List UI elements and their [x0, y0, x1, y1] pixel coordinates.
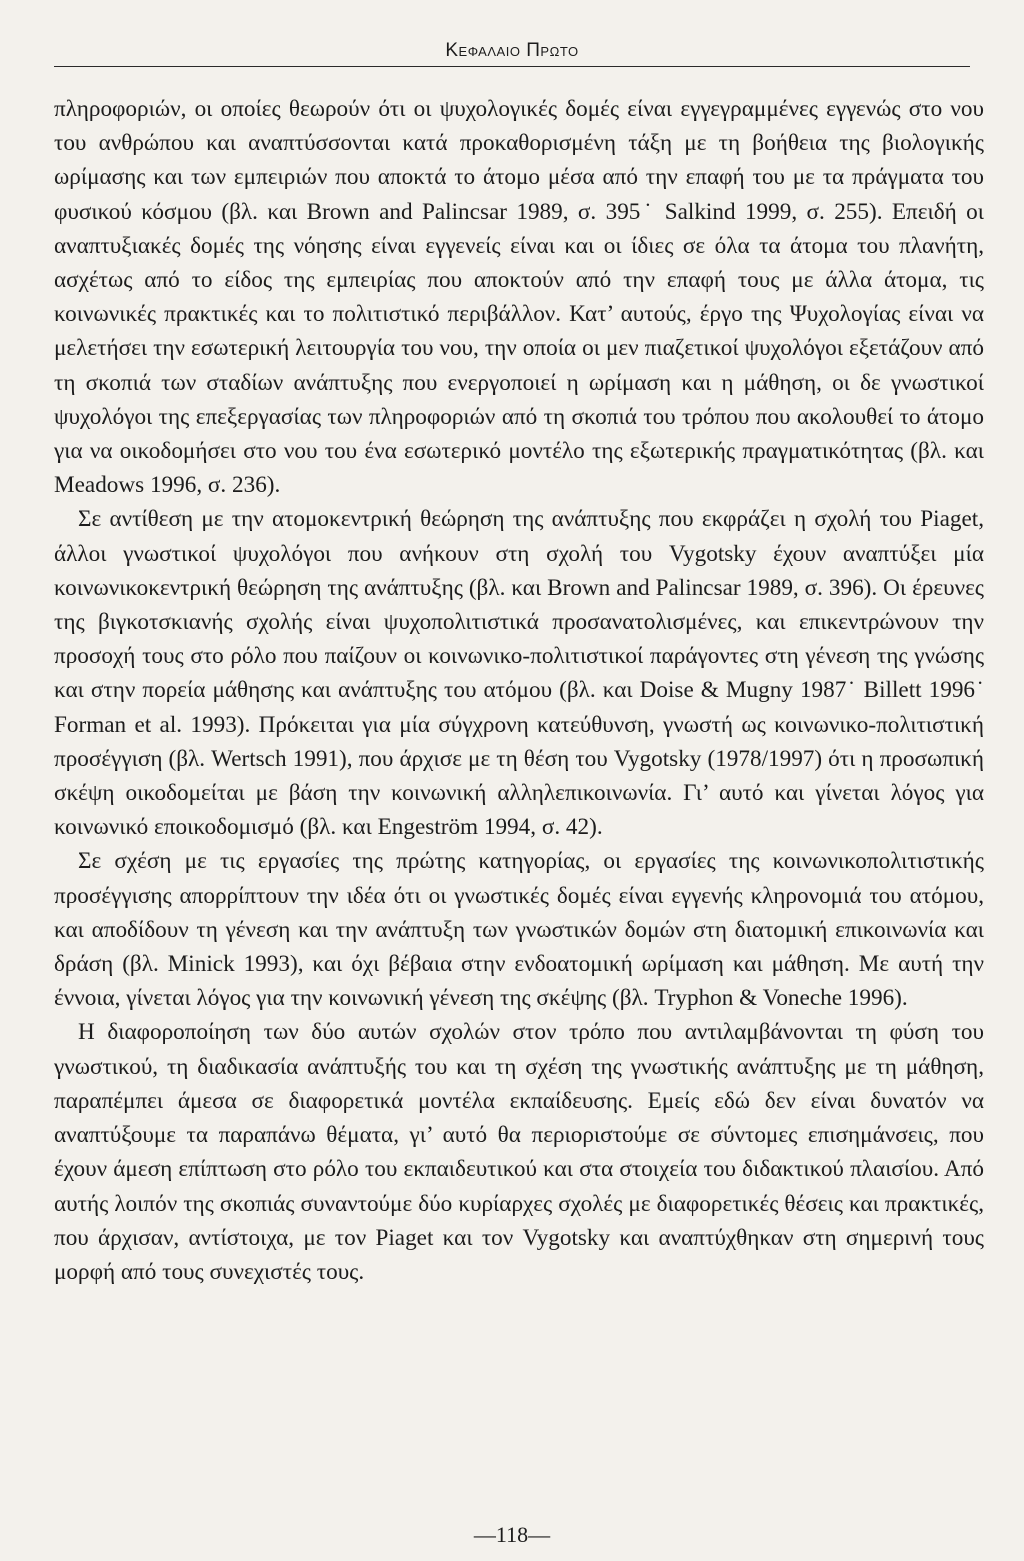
paragraph-1: πληροφοριών, οι οποίες θεωρούν ότι οι ψυχολογικές δομές είναι εγγεγραμμένες εγγενώς στο νου του ανθρώπου και αναπτύσσονται κατά προκαθορισμένη τάξη με τη βοήθεια της βιολογικής ωρίμασης και των εμπειριών που αποκτά το άτομο μέσα από την επαφή του με τα πράγματα του φυσικού κόσμου (βλ. και Brown and Palincsar 1989, σ. 395˙ Salkind 1999, σ. 255). Επειδή οι αναπτυξιακές δομές της νόησης είναι εγγενείς είναι και οι ίδιες σε όλα τα άτομα του πλανήτη, ασχέτως από το είδος της εμπειρίας που αποκτούν από την επαφή τους με άλλα άτομα, τις κοινωνικές πρακτικές και το πολιτιστικό περιβάλλον. Κατ’ αυτούς, έργο της Ψυχολογίας είναι να μελετήσει την εσωτερική λειτουργία του νου, την οποία οι μεν πιαζετικοί ψυχολόγοι εξετάζουν από τη σκοπιά των σταδίων ανάπτυξης που ενεργοποιεί η ωρίμαση και η μάθηση, οι δε γνωστικοί ψυχολόγοι της επεξεργασίας των πληροφοριών από τη σκοπιά του τρόπου που ακολουθεί το άτομο για να οικοδομήσει στο νου του ένα εσωτερικό μοντέλο της εξωτερικής πραγματικότητας (βλ. και Meadows 1996, σ. 236). — [54, 96, 984, 499]
paragraph-2: Σε αντίθεση με την ατομοκεντρική θεώρηση της ανάπτυξης που εκφράζει η σχολή του Piaget, άλλοι γνωστικοί ψυχολόγοι που ανήκουν στη σχολή του Vygotsky έχουν αναπτύξει μία κοινωνικοκεντρική θεώρηση της ανάπτυξης (βλ. και Brown and Palincsar 1989, σ. 396). Οι έρευνες της βιγκοτσκιανής σχολής είναι ψυχοπολιτιστικά προσανατολισμένες, και επικεντρώνουν την προσοχή τους στο ρόλο που παίζουν οι κοινωνικο-πολιτιστικοί παράγοντες στη γένεση της γνώσης και στην πορεία μάθησης και ανάπτυξης του ατόμου (βλ. και Doise & Mugny 1987˙ Billett 1996˙ Forman et al. 1993). Πρόκειται για μία σύγχρονη κατεύθυνση, γνωστή ως κοινωνικο-πολιτιστική προσέγγιση (βλ. Wertsch 1991), που άρχισε με τη θέση του Vygotsky (1978/1997) ότι η προσωπική σκέψη οικοδομείται με βάση την κοινωνική αλληλεπικοινωνία. Γι’ αυτό και γίνεται λόγος για κοινωνικό εποικοδομισμό (βλ. και Engeström 1994, σ. 42). — [54, 506, 984, 841]
paragraph-4: Η διαφοροποίηση των δύο αυτών σχολών στον τρόπο που αντιλαμβάνονται τη φύση του γνωστικού, τη διαδικασία ανάπτυξής του και τη σχέση της γνωστικής ανάπτυξης με τη μάθηση, παραπέμπει άμεσα σε διαφορετικά μοντέλα εκπαίδευσης. Εμείς εδώ δεν είναι δυνατόν να αναπτύξουμε τα παραπάνω θέματα, γι’ αυτό θα περιοριστούμε σε σύντομες επισημάνσεις, που έχουν άμεση επίπτωση στο ρόλο του εκπαιδευτικού και στα στοιχεία του διδακτικού πλαισίου. Από αυτής λοιπόν της σκοπιάς συναντούμε δύο κυρίαρχες σχολές με διαφορετικές θέσεις και πρακτικές, που άρχισαν, αντίστοιχα, με τον Piaget και τον Vygotsky και αναπτύχθηκαν στη σημερινή τους μορφή από τους συνεχιστές τους. — [54, 1019, 984, 1285]
header-rule — [54, 66, 970, 67]
paragraph-3: Σε σχέση με τις εργασίες της πρώτης κατηγορίας, οι εργασίες της κοινωνικοπολιτιστικής προσέγγισης απορρίπτουν την ιδέα ότι οι γνωστικές δομές είναι εγγενής κληρονομιά του ατόμου, και αποδίδουν τη γένεση και την ανάπτυξη των γνωστικών δομών στη διατομική επικοινωνία και δράση (βλ. Minick 1993), και όχι βέβαια στην ενδοατομική ωρίμαση και μάθηση. Με αυτή την έννοια, γίνεται λόγος για την κοινωνική γένεση της σκέψης (βλ. Tryphon & Voneche 1996). — [54, 848, 984, 1012]
running-head: Κεφαλαιο Πρωτο — [445, 40, 579, 61]
page-number: —118— — [473, 1522, 551, 1547]
body-text — [54, 92, 984, 1289]
